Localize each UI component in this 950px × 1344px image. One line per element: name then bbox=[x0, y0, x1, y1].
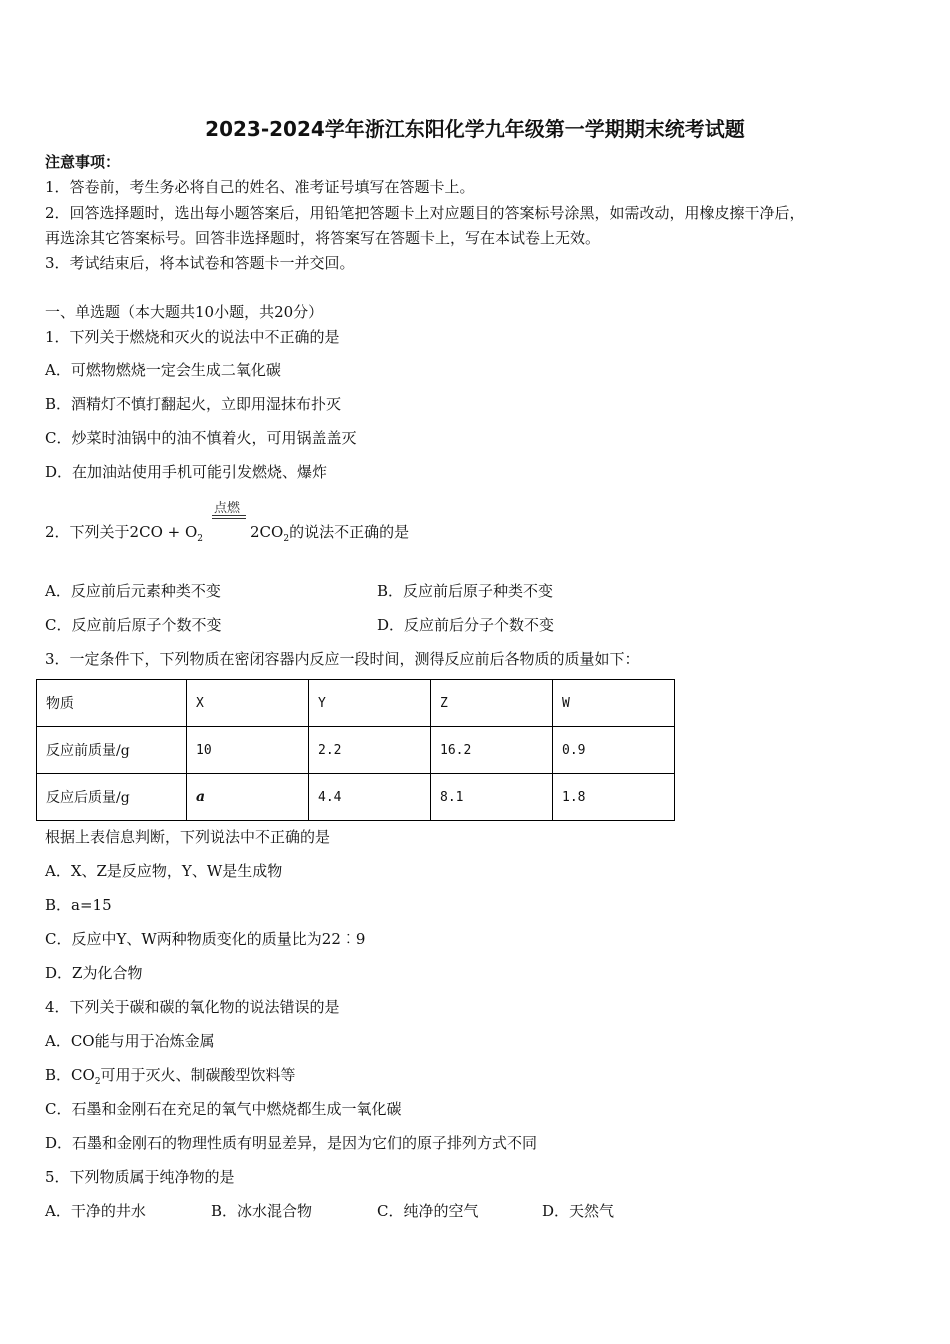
table-header-cell: 物质 bbox=[37, 680, 187, 727]
table-header-cell: X bbox=[187, 680, 309, 727]
q1-option-c: C．炒菜时油锅中的油不慎着火，可用锅盖盖灭 bbox=[45, 429, 357, 447]
q2-stem bbox=[45, 521, 203, 544]
table-cell: 0.9 bbox=[553, 727, 675, 774]
page-title: 2023-2024学年浙江东阳化学九年级第一学期期末统考试题 bbox=[205, 117, 745, 141]
q5-stem: 5．下列物质属于纯净物的是 bbox=[45, 1168, 235, 1186]
q4-option-a: A．CO能与用于冶炼金属 bbox=[45, 1032, 215, 1050]
q4-option-c: C．石墨和金刚石在充足的氧气中燃烧都生成一氧化碳 bbox=[45, 1100, 402, 1118]
table-cell: 10 bbox=[187, 727, 309, 774]
q5-option-a: A．干净的井水 bbox=[45, 1202, 146, 1220]
q5-option-c: C．纯净的空气 bbox=[377, 1202, 479, 1220]
table-header-cell: Z bbox=[431, 680, 553, 727]
q5-option-d: D．天然气 bbox=[542, 1202, 615, 1220]
table-header-cell: W bbox=[553, 680, 675, 727]
q3-option-b: B．a=15 bbox=[45, 896, 112, 914]
q4-option-d: D．石墨和金刚石的物理性质有明显差异，是因为它们的原子排列方式不同 bbox=[45, 1134, 538, 1152]
table-cell: 反应前质量/g bbox=[37, 727, 187, 774]
table-cell: 4.4 bbox=[309, 774, 431, 821]
q2-reaction-arrow bbox=[212, 515, 246, 519]
q2-suffix: 的说法不正确的是 bbox=[289, 523, 410, 541]
q2-reactant-sub: 2 bbox=[197, 534, 204, 544]
q4-option-b-suffix: 可用于灭火、制碳酸型饮料等 bbox=[100, 1066, 296, 1084]
table-cell: 反应后质量/g bbox=[37, 774, 187, 821]
table-header-row bbox=[37, 680, 675, 727]
q1-option-a: A．可燃物燃烧一定会生成二氧化碳 bbox=[45, 361, 281, 379]
q2-product-sub: 2 bbox=[283, 534, 290, 544]
q3-option-d: D．Z为化合物 bbox=[45, 964, 143, 982]
q4-option-b-sub: 2 bbox=[94, 1077, 101, 1087]
q1-option-d: D．在加油站使用手机可能引发燃烧、爆炸 bbox=[45, 463, 328, 481]
table-cell: 2.2 bbox=[309, 727, 431, 774]
q3-option-a: A．X、Z是反应物，Y、W是生成物 bbox=[45, 862, 283, 880]
table-cell: 8.1 bbox=[431, 774, 553, 821]
q3-stem: 3．一定条件下，下列物质在密闭容器内反应一段时间，测得反应前后各物质的质量如下： bbox=[45, 650, 640, 668]
table-row bbox=[37, 727, 675, 774]
q1-stem: 1．下列关于燃烧和灭火的说法中不正确的是 bbox=[45, 328, 340, 346]
q2-option-a: A．反应前后元素种类不变 bbox=[45, 582, 221, 600]
q2-product: 2CO bbox=[250, 523, 284, 541]
notice-item: 1．答卷前，考生务必将自己的姓名、准考证号填写在答题卡上。 bbox=[45, 178, 475, 196]
q5-option-b: B．冰水混合物 bbox=[211, 1202, 313, 1220]
q4-option-b bbox=[45, 1064, 296, 1087]
q4-option-b-prefix: B．CO bbox=[45, 1066, 95, 1084]
q2-option-d: D．反应前后分子个数不变 bbox=[377, 616, 555, 634]
section-heading: 一、单选题（本大题共10小题，共20分） bbox=[45, 303, 324, 321]
q2-product-part bbox=[250, 521, 409, 544]
q3-mass-table bbox=[36, 679, 675, 821]
q2-condition: 点燃 bbox=[214, 501, 241, 516]
q1-option-b: B．酒精灯不慎打翻起火，立即用湿抹布扑灭 bbox=[45, 395, 342, 413]
q3-option-c: C．反应中Y、W两种物质变化的质量比为22︰9 bbox=[45, 930, 366, 948]
notice-item: 2．回答选择题时，选出每小题答案后，用铅笔把答题卡上对应题目的答案标号涂黑，如需改动，用橡皮擦干净后， bbox=[45, 204, 805, 222]
table-cell: 16.2 bbox=[431, 727, 553, 774]
q2-reactants: 2CO + O bbox=[129, 523, 198, 541]
q2-option-c: C．反应前后原子个数不变 bbox=[45, 616, 222, 634]
q2-prefix: 2．下列关于 bbox=[45, 523, 130, 541]
notice-heading: 注意事项： bbox=[45, 153, 121, 171]
q3-after: 根据上表信息判断，下列说法中不正确的是 bbox=[45, 828, 331, 846]
table-header-cell: Y bbox=[309, 680, 431, 727]
notice-item: 再选涂其它答案标号。回答非选择题时，将答案写在答题卡上，写在本试卷上无效。 bbox=[45, 229, 601, 247]
table-row bbox=[37, 774, 675, 821]
q2-option-b: B．反应前后原子种类不变 bbox=[377, 582, 554, 600]
q4-stem: 4．下列关于碳和碳的氧化物的说法错误的是 bbox=[45, 998, 340, 1016]
notice-item: 3．考试结束后，将本试卷和答题卡一并交回。 bbox=[45, 254, 355, 272]
table-cell: a bbox=[187, 774, 309, 821]
table-cell: 1.8 bbox=[553, 774, 675, 821]
